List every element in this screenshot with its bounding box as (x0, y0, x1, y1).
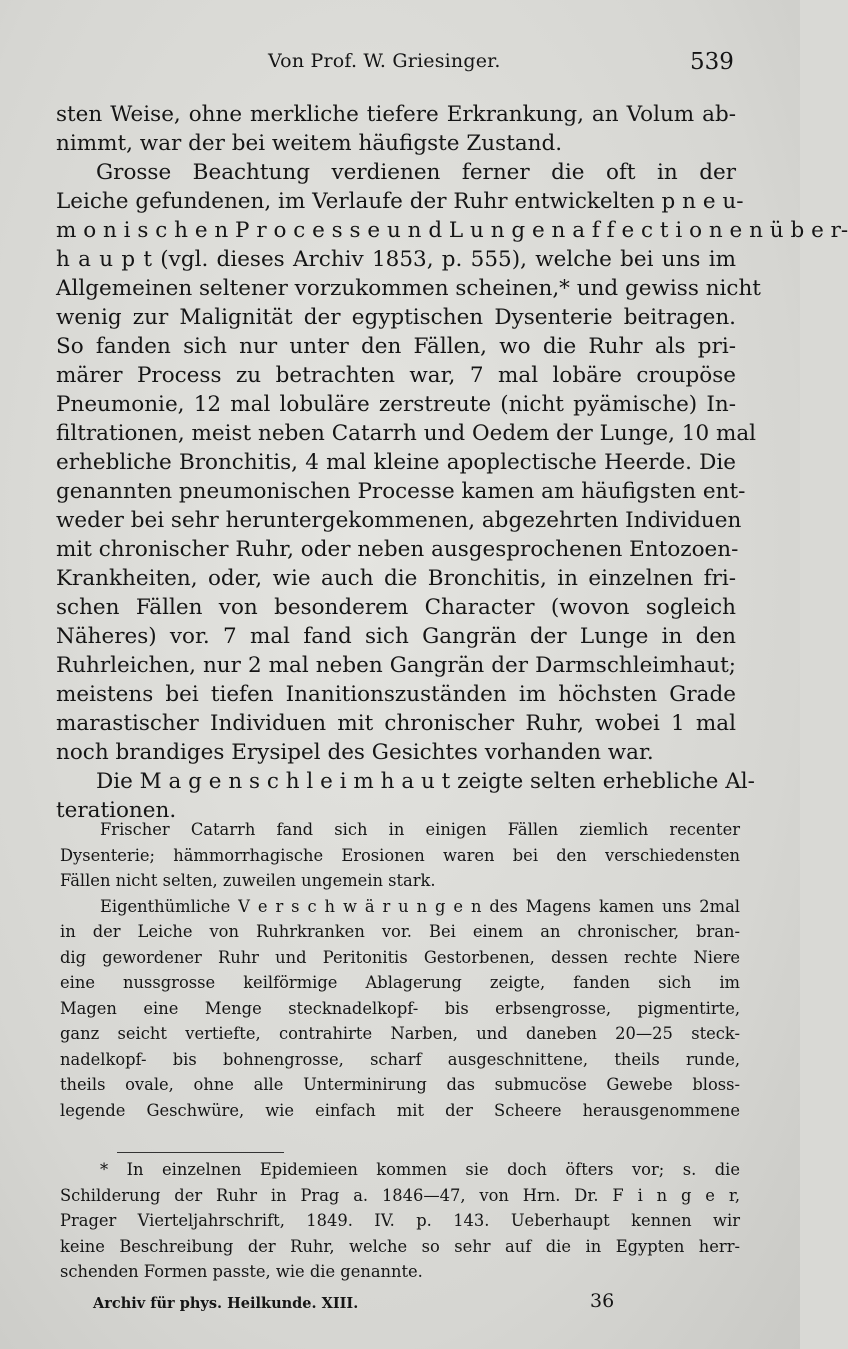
text-line: weder bei sehr heruntergekommenen, abgezehrten Individuen (56, 508, 742, 533)
text-line: Leiche gefundenen, im Verlaufe der Ruhr entwickelten p n e u- (56, 189, 744, 214)
text-line: meistens bei tiefen Inanitionszuständen im höchsten Grade (56, 682, 736, 707)
footnote-line: schenden Formen passte, wie die genannte. (60, 1262, 423, 1281)
small-text-line: ganz seicht vertiefte, contrahirte Narben, und daneben 20—25 steck- (60, 1024, 740, 1043)
footnote-line: * In einzelnen Epidemieen kommen sie doch öfters vor; s. die (100, 1160, 740, 1179)
text-line: Grosse Beachtung verdienen ferner die oft in der (96, 160, 736, 185)
small-text-line: Dysenterie; hämmorrhagische Erosionen waren bei den verschiedensten (60, 845, 740, 865)
small-text-line: in der Leiche von Ruhrkranken vor. Bei einem an chronischer, bran- (60, 922, 740, 941)
text-line: terationen. (56, 798, 177, 823)
text-line: Pneumonie, 12 mal lobuläre zerstreute (nicht pyämische) In- (56, 392, 736, 417)
text-line: mit chronischer Ruhr, oder neben ausgesprochenen Entozoen- (56, 537, 739, 562)
text-line: marastischer Individuen mit chronischer Ruhr, wobei 1 mal (56, 711, 736, 736)
text-line: sten Weise, ohne merkliche tiefere Erkrankung, an Volum ab- (56, 102, 736, 127)
text-line: wenig zur Malignität der egyptischen Dysenterie beitragen. (56, 305, 736, 330)
text-line: schen Fällen von besonderem Character (wovon sogleich (56, 595, 736, 620)
small-text-line: eine nussgrosse keilförmige Ablagerung zeigte, fanden sich im (60, 973, 740, 992)
small-text-line: Magen eine Menge stecknadelkopf- bis erbsengrosse, pigmentirte, (60, 998, 740, 1018)
text-line: Ruhrleichen, nur 2 mal neben Gangrän der Darmschleimhaut; (56, 653, 736, 678)
text-line: nimmt, war der bei weitem häufigste Zustand. (56, 131, 563, 156)
text-line: Allgemeinen seltener vorzukommen scheinen,* und gewiss nicht (56, 276, 761, 301)
text-line: märer Process zu betrachten war, 7 mal lobäre croupöse (56, 363, 736, 388)
text-line: Krankheiten, oder, wie auch die Bronchitis, in einzelnen fri- (56, 566, 736, 591)
small-text-line: nadelkopf- bis bohnengrosse, scharf ausgeschnittene, theils runde, (60, 1049, 740, 1069)
footnote-line: Schilderung der Ruhr in Prag a. 1846—47, von Hrn. Dr. F i n g e r, (60, 1185, 740, 1205)
signature-mark: Archiv für phys. Heilkunde. XIII. (93, 1295, 359, 1312)
text-line: genannten pneumonischen Processe kamen am häufigsten ent- (56, 479, 746, 504)
page-number: 539 (690, 49, 734, 75)
small-text-line: legende Geschwüre, wie einfach mit der Scheere herausgenommene (60, 1100, 740, 1120)
small-text-line: Fällen nicht selten, zuweilen ungemein stark. (60, 871, 436, 890)
footnote-line: keine Beschreibung der Ruhr, welche so sehr auf die in Egypten herr- (60, 1236, 740, 1256)
main-text (56, 100, 848, 825)
running-head-title: Von Prof. W. Griesinger. (268, 50, 501, 72)
signature-number: 36 (590, 1290, 615, 1312)
text-line: Die M a g e n s c h l e i m h a u t zeigte selten erhebliche Al- (96, 769, 755, 794)
text-line: erhebliche Bronchitis, 4 mal kleine apoplectische Heerde. Die (56, 450, 736, 475)
small-text-line: Frischer Catarrh fand sich in einigen Fällen ziemlich recenter (100, 820, 740, 839)
text-line: m o n i s c h e n P r o c e s s e u n d L u n g e n a f f e c t i o n e n ü b e r- (56, 218, 848, 243)
small-print-section (60, 817, 740, 1123)
text-line: h a u p t (vgl. dieses Archiv 1853, p. 555), welche bei uns im (56, 247, 736, 272)
text-line: Näheres) vor. 7 mal fand sich Gangrän der Lunge in den (56, 624, 736, 649)
footnote (60, 1157, 740, 1285)
text-line: So fanden sich nur unter den Fällen, wo die Ruhr als pri- (56, 334, 736, 359)
footnote-divider (117, 1152, 284, 1153)
small-text-line: dig gewordener Ruhr und Peritonitis Gestorbenen, dessen rechte Niere (60, 947, 740, 967)
small-text-line: Eigenthümliche V e r s c h w ä r u n g e n des Magens kamen uns 2mal (100, 896, 740, 916)
small-text-line: theils ovale, ohne alle Unterminirung das submucöse Gewebe bloss- (60, 1075, 740, 1094)
text-line: noch brandiges Erysipel des Gesichtes vorhanden war. (56, 740, 654, 765)
text-line: filtrationen, meist neben Catarrh und Oedem der Lunge, 10 mal (56, 421, 757, 446)
footnote-line: Prager Vierteljahrschrift, 1849. IV. p. 143. Ueberhaupt kennen wir (60, 1211, 740, 1230)
